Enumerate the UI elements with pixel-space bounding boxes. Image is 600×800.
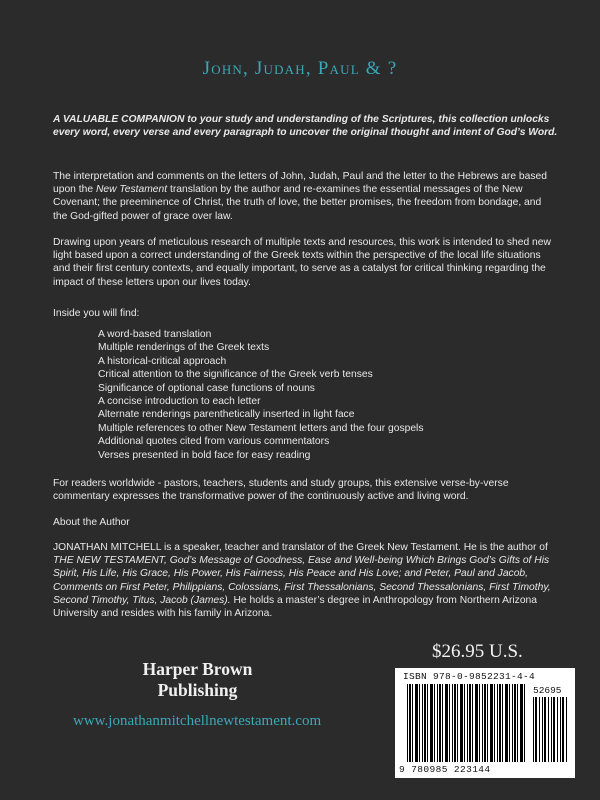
publisher-line-1: Harper Brown [142, 659, 253, 679]
list-item: A word-based translation [98, 329, 212, 340]
description-text-1: The interpretation and comments on the letters of John, Judah, Paul and the letter to the Hebrews are based upon the [53, 171, 547, 196]
publisher-line-2: Publishing [157, 680, 238, 700]
description-text-2: translation by the author and re-examines the essential messages of the New Covenant; the preeminence of Christ, the truth of love, the better promises, the freedom from bondage, and the God-gifted power of grace over law. [53, 184, 542, 222]
website-link[interactable]: www.jonathanmitchellnewtestament.com [73, 713, 322, 729]
price-code-bars [533, 697, 569, 762]
readers-paragraph [53, 477, 558, 503]
isbn-barcode [395, 668, 575, 778]
about-heading: About the Author [53, 517, 130, 528]
about-text-2: He holds a master’s degree in Anthropology from Northern Arizona University and resides with his family in Arizona. [53, 594, 538, 620]
list-item: A concise introduction to each letter [98, 396, 261, 408]
publisher-name [110, 659, 285, 701]
description-paragraph [53, 170, 558, 223]
barcode-digits: 9 780985 223144 [399, 764, 491, 775]
description-italic: New Testament [95, 184, 168, 196]
research-paragraph [53, 236, 558, 289]
about-text-1: JONATHAN MITCHELL is a speaker, teacher and translator of the Greek New Testament. He is the author of [53, 542, 548, 553]
price-label: $26.95 U.S. [432, 641, 523, 662]
features-list [98, 328, 518, 462]
inside-heading: Inside you will find: [53, 308, 140, 319]
readers-text: For readers worldwide - pastors, teachers, students and study groups, this extensive verse-by-verse commentary expresses the transformative power of the continuously active and living word. [53, 478, 509, 503]
barcode-bars [407, 684, 525, 762]
list-item: Multiple renderings of the Greek texts [98, 342, 270, 354]
book-title: John, Judah, Paul & ? [202, 58, 398, 79]
price-code-text: 52695 [533, 685, 562, 696]
intro-paragraph [53, 113, 558, 139]
list-item: A historical-critical approach [98, 355, 227, 367]
about-author-paragraph [53, 541, 558, 620]
list-item: Alternate renderings parenthetically inserted in light face [98, 409, 355, 421]
list-item: Multiple references to other New Testament letters and the four gospels [98, 422, 424, 434]
intro-text: A VALUABLE COMPANION to your study and understanding of the Scriptures, this collection unlocks every word, every verse and every paragraph to uncover the original thought and intent of God’s Word. [53, 114, 558, 139]
about-italic: THE NEW TESTAMENT, God’s Message of Goodness, Ease and Well-being Which Brings God’s Gifts of His Spirit, His Life, His Grace, His Power, His Fairness, His Peace and His Love; and Peter, Paul and Jacob, Comments on First Peter, Philippians, Colossians, First Thessalonians, Second Thessalonians, First Timothy, Second Timothy, Titus, Jacob (James). [53, 555, 551, 606]
isbn-text: ISBN 978-0-9852231-4-4 [403, 671, 536, 682]
list-item: Significance of optional case functions of nouns [98, 382, 315, 394]
list-item: Verses presented in bold face for easy reading [98, 449, 311, 461]
list-item: Additional quotes cited from various commentators [98, 436, 330, 448]
research-text: Drawing upon years of meticulous research of multiple texts and resources, this work is intended to shed new light based upon a correct understanding of the Greek texts within the perspective of the local life situations and their first century contexts, and equally important, to serve as a catalyst for critical thinking regarding the impact of these letters upon our lives today. [53, 237, 551, 288]
list-item: Critical attention to the significance of the Greek verb tenses [98, 369, 373, 381]
